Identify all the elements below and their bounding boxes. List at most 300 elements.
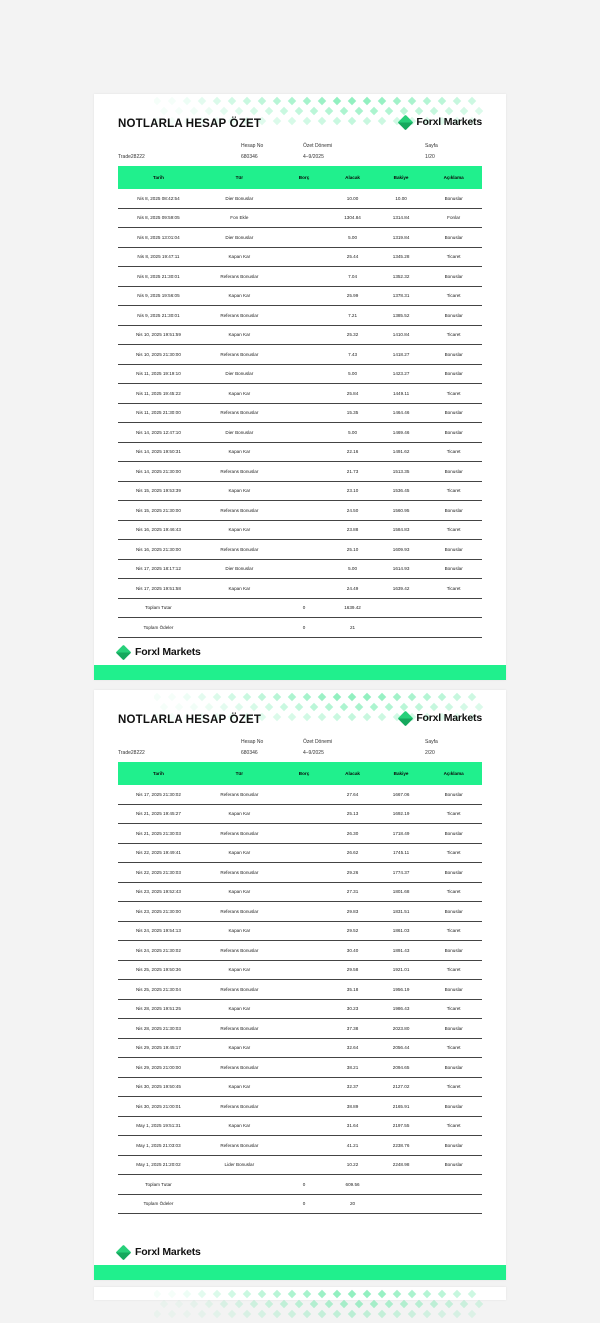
decorative-dot xyxy=(213,1290,221,1298)
decorative-dot xyxy=(154,1310,161,1318)
table-cell: Nis 8, 2025 08:42:54 xyxy=(118,189,199,208)
table-cell: Referans Bonuslar xyxy=(199,1058,280,1078)
decorative-dot xyxy=(393,1290,401,1298)
table-cell: 7.21 xyxy=(328,306,377,326)
table-cell: Ticaret xyxy=(425,921,482,941)
table-cell: Bonuslar xyxy=(425,902,482,922)
table-cell: 1319.84 xyxy=(377,228,426,248)
table-cell: 1423.27 xyxy=(377,364,426,384)
totals-row xyxy=(118,1175,482,1195)
totals-cell xyxy=(377,618,426,638)
table-row xyxy=(118,1097,482,1117)
table-cell: 10.22 xyxy=(328,1155,377,1175)
table-cell: 1774.37 xyxy=(377,863,426,883)
table-cell: Kapan Kar xyxy=(199,1038,280,1058)
table-row xyxy=(118,843,482,863)
table-cell: Kapan Kar xyxy=(199,286,280,306)
decorative-dot xyxy=(415,1300,423,1308)
column-header: Borç xyxy=(280,166,329,189)
table-cell: 25.44 xyxy=(328,247,377,267)
table-row xyxy=(118,902,482,922)
table-cell: 1536.45 xyxy=(377,481,426,501)
decorative-dot xyxy=(325,1300,333,1308)
table-cell: Bonuslar xyxy=(425,462,482,482)
decorative-dot xyxy=(333,97,341,105)
page-number: 2/20 xyxy=(425,750,435,756)
table-cell: Bonuslar xyxy=(425,1155,482,1175)
table-cell: Referans Bonuslar xyxy=(199,941,280,961)
table-row xyxy=(118,863,482,883)
table-cell xyxy=(280,863,329,883)
decorative-dot xyxy=(438,97,446,105)
decorative-dot xyxy=(243,1310,251,1318)
table-cell: Ticaret xyxy=(425,286,482,306)
decorative-dot xyxy=(385,1300,393,1308)
table-cell: Bonuslar xyxy=(425,1019,482,1039)
table-row xyxy=(118,1155,482,1175)
decorative-dot xyxy=(370,1300,378,1308)
table-cell xyxy=(280,804,329,824)
table-cell: 1801.68 xyxy=(377,882,426,902)
footer-logo xyxy=(118,1246,201,1258)
table-cell: Ticaret xyxy=(425,1116,482,1136)
decorative-dot xyxy=(370,107,378,115)
table-row xyxy=(118,481,482,501)
table-cell: Ticaret xyxy=(425,1038,482,1058)
table-cell: Referans Bonuslar xyxy=(199,403,280,423)
decorative-dot xyxy=(183,1290,191,1298)
table-cell: 1986.43 xyxy=(377,999,426,1019)
table-cell: Kapan Kar xyxy=(199,1077,280,1097)
table-cell: 2094.65 xyxy=(377,1058,426,1078)
footer-bar xyxy=(94,1265,506,1280)
table-header-row xyxy=(118,166,482,189)
decorative-dot xyxy=(318,117,326,125)
table-cell: Referans Bonuslar xyxy=(199,540,280,560)
table-cell xyxy=(280,462,329,482)
diamond-logo-icon xyxy=(398,710,414,726)
table-cell: Kapan Kar xyxy=(199,804,280,824)
decorative-dot xyxy=(303,713,311,721)
table-cell: Ticaret xyxy=(425,247,482,267)
table-cell: Referans Bonuslar xyxy=(199,863,280,883)
decorative-dot xyxy=(258,1290,266,1298)
decorative-dot xyxy=(408,1310,416,1318)
table-cell xyxy=(280,520,329,540)
decorative-dot xyxy=(348,117,356,125)
totals-cell xyxy=(425,598,482,618)
period-label: Özet Dönemi xyxy=(303,143,333,149)
decorative-dot xyxy=(378,1310,386,1318)
table-cell: 7.43 xyxy=(328,345,377,365)
totals-cell: 0 xyxy=(280,618,329,638)
table-cell: 1491.62 xyxy=(377,442,426,462)
table-cell: 29.52 xyxy=(328,921,377,941)
decorative-dot xyxy=(325,107,333,115)
decorative-dot xyxy=(168,693,176,701)
decorative-dot xyxy=(430,107,438,115)
decorative-dot xyxy=(273,713,281,721)
table-row xyxy=(118,1058,482,1078)
table-cell xyxy=(280,481,329,501)
table-cell: Kapan Kar xyxy=(199,481,280,501)
table-cell: 38.21 xyxy=(328,1058,377,1078)
decorative-dot xyxy=(408,97,416,105)
table-cell: Nis 16, 2025 21:30:00 xyxy=(118,540,199,560)
decorative-dot xyxy=(190,107,198,115)
table-cell: Fon Ekle xyxy=(199,208,280,228)
page-title: NOTLARLA HESAP ÖZET xyxy=(118,118,262,130)
table-cell: Nis 25, 2025 19:50:36 xyxy=(118,960,199,980)
diamond-logo-icon xyxy=(116,1244,132,1260)
column-header: Bakiye xyxy=(377,762,426,785)
page-label: Sayfa xyxy=(425,739,438,745)
table-cell: 1410.84 xyxy=(377,325,426,345)
table-cell: Nis 17, 2025 18:17:12 xyxy=(118,559,199,579)
decorative-dot xyxy=(370,703,378,711)
table-cell: Nis 30, 2025 21:00:01 xyxy=(118,1097,199,1117)
table-cell: May 1, 2025 21:20:02 xyxy=(118,1155,199,1175)
table-cell: Bonuslar xyxy=(425,1097,482,1117)
table-cell: Ticaret xyxy=(425,999,482,1019)
table-cell: 1745.11 xyxy=(377,843,426,863)
decorative-dot xyxy=(273,1290,281,1298)
table-cell: 1352.32 xyxy=(377,267,426,287)
period-value: 4–9/2025 xyxy=(303,154,324,160)
table-cell: 2248.98 xyxy=(377,1155,426,1175)
table-cell: 1449.11 xyxy=(377,384,426,404)
decorative-dot xyxy=(228,693,236,701)
decorative-dot xyxy=(205,107,213,115)
decorative-dot xyxy=(213,97,221,105)
table-cell: 1718.49 xyxy=(377,824,426,844)
table-row xyxy=(118,882,482,902)
totals-cell xyxy=(425,618,482,638)
totals-cell: 0 xyxy=(280,1175,329,1195)
decorative-dot xyxy=(243,1290,251,1298)
decorative-dot xyxy=(363,117,371,125)
totals-cell: 0 xyxy=(280,1194,329,1214)
decorative-dot xyxy=(393,1310,401,1318)
decorative-dot xyxy=(363,97,371,105)
decorative-dot xyxy=(198,693,206,701)
table-cell xyxy=(280,921,329,941)
table-cell: 1921.01 xyxy=(377,960,426,980)
decorative-dot xyxy=(250,1300,258,1308)
decorative-dot xyxy=(288,117,296,125)
decorative-dot xyxy=(258,1310,266,1318)
table-cell: Nis 16, 2025 19:46:43 xyxy=(118,520,199,540)
decorative-dot xyxy=(333,1310,341,1318)
decorative-dot xyxy=(348,713,356,721)
table-cell: Bonuslar xyxy=(425,980,482,1000)
table-cell: 2165.91 xyxy=(377,1097,426,1117)
table-cell: Nis 10, 2025 19:51:59 xyxy=(118,325,199,345)
page-title: NOTLARLA HESAP ÖZET xyxy=(118,714,262,726)
column-header: Açıklama xyxy=(425,166,482,189)
table-cell: 15.35 xyxy=(328,403,377,423)
decorative-dot xyxy=(220,107,228,115)
table-cell: Referans Bonuslar xyxy=(199,306,280,326)
table-cell xyxy=(280,228,329,248)
table-cell: 26.62 xyxy=(328,843,377,863)
table-cell xyxy=(280,999,329,1019)
table-cell: Bonuslar xyxy=(425,423,482,443)
decorative-dot xyxy=(333,693,341,701)
brand-name: Forxl Markets xyxy=(416,712,482,724)
table-cell: Kapan Kar xyxy=(199,921,280,941)
table-cell: Nis 21, 2025 21:30:03 xyxy=(118,824,199,844)
table-row xyxy=(118,208,482,228)
table-cell: 1418.27 xyxy=(377,345,426,365)
table-cell: 5.00 xyxy=(328,559,377,579)
brand-logo xyxy=(400,116,482,128)
table-cell: Nis 22, 2025 19:49:41 xyxy=(118,843,199,863)
table-cell: Referans Bonuslar xyxy=(199,1097,280,1117)
table-cell: 25.99 xyxy=(328,286,377,306)
decorative-dot xyxy=(400,703,408,711)
page-label: Sayfa xyxy=(425,143,438,149)
table-row xyxy=(118,403,482,423)
table-cell: 35.18 xyxy=(328,980,377,1000)
decorative-dot xyxy=(235,107,243,115)
decorative-dot xyxy=(280,703,288,711)
decorative-dot xyxy=(385,107,393,115)
decorative-dot xyxy=(303,97,311,105)
table-cell: Nis 8, 2025 09:59:05 xyxy=(118,208,199,228)
table-row xyxy=(118,520,482,540)
diamond-logo-icon xyxy=(398,114,414,130)
totals-cell: Toplam Ödeler xyxy=(118,618,199,638)
table-cell: 23.10 xyxy=(328,481,377,501)
decorative-dot xyxy=(310,1300,318,1308)
table-cell: 1378.31 xyxy=(377,286,426,306)
table-cell xyxy=(280,442,329,462)
table-cell: Nis 17, 2025 21:30:02 xyxy=(118,785,199,804)
column-header: Tür xyxy=(199,762,280,785)
table-cell xyxy=(280,286,329,306)
decorative-dot xyxy=(243,693,251,701)
table-cell xyxy=(280,364,329,384)
table-cell: Kapan Kar xyxy=(199,520,280,540)
decorative-dot xyxy=(318,1290,326,1298)
decorative-dot xyxy=(460,1300,468,1308)
table-cell: Nis 30, 2025 19:50:45 xyxy=(118,1077,199,1097)
table-cell: Bonuslar xyxy=(425,228,482,248)
decorative-dot xyxy=(205,703,213,711)
decorative-dot xyxy=(228,1290,236,1298)
table-cell: Kapan Kar xyxy=(199,579,280,599)
table-row xyxy=(118,921,482,941)
table-cell: Kapan Kar xyxy=(199,882,280,902)
table-cell: 27.64 xyxy=(328,785,377,804)
statement-page-1 xyxy=(94,94,506,680)
decorative-dot xyxy=(453,693,461,701)
table-cell: 30.40 xyxy=(328,941,377,961)
decorative-dot xyxy=(168,1290,176,1298)
decorative-dot xyxy=(213,1310,221,1318)
totals-row xyxy=(118,598,482,618)
decorative-dot xyxy=(198,1290,206,1298)
table-cell: 5.00 xyxy=(328,228,377,248)
table-cell: Nis 8, 2025 19:47:11 xyxy=(118,247,199,267)
column-header: Tarih xyxy=(118,762,199,785)
account-value: 680346 xyxy=(241,154,258,160)
table-cell: Bonuslar xyxy=(425,824,482,844)
table-cell xyxy=(280,941,329,961)
table-cell: Kapan Kar xyxy=(199,1116,280,1136)
table-cell: 31.64 xyxy=(328,1116,377,1136)
table-cell xyxy=(280,785,329,804)
table-cell: 1609.93 xyxy=(377,540,426,560)
decorative-dot xyxy=(445,1300,453,1308)
decorative-dot xyxy=(303,1290,311,1298)
user-id: Trade28222 xyxy=(118,750,145,756)
decorative-dot xyxy=(460,703,468,711)
table-row xyxy=(118,1136,482,1156)
table-cell: 2023.80 xyxy=(377,1019,426,1039)
table-cell: 32.64 xyxy=(328,1038,377,1058)
table-cell: 32.37 xyxy=(328,1077,377,1097)
table-cell: Kapan Kar xyxy=(199,843,280,863)
decorative-dot xyxy=(160,703,168,711)
table-cell: Nis 24, 2025 19:54:13 xyxy=(118,921,199,941)
table-cell: Nis 10, 2025 21:30:00 xyxy=(118,345,199,365)
table-cell: 1314.84 xyxy=(377,208,426,228)
table-row xyxy=(118,1038,482,1058)
table-cell: Ticaret xyxy=(425,325,482,345)
table-row xyxy=(118,785,482,804)
table-cell: Kapan Kar xyxy=(199,384,280,404)
table-cell xyxy=(280,540,329,560)
decorative-dot xyxy=(355,107,363,115)
table-row xyxy=(118,960,482,980)
table-row xyxy=(118,286,482,306)
table-cell: Bonuslar xyxy=(425,1136,482,1156)
table-cell: 25.84 xyxy=(328,384,377,404)
table-row xyxy=(118,345,482,365)
decorative-dot xyxy=(280,1300,288,1308)
table-cell: Ticaret xyxy=(425,520,482,540)
table-cell: Nis 11, 2025 19:19:10 xyxy=(118,364,199,384)
table-row xyxy=(118,364,482,384)
table-cell: 1345.28 xyxy=(377,247,426,267)
decorative-dot xyxy=(243,97,251,105)
decorative-dot xyxy=(310,107,318,115)
table-cell xyxy=(280,824,329,844)
decorative-dot xyxy=(400,107,408,115)
decorative-dot xyxy=(378,693,386,701)
decorative-dot xyxy=(190,703,198,711)
table-cell xyxy=(280,306,329,326)
table-row xyxy=(118,247,482,267)
table-cell: Nis 15, 2025 19:53:39 xyxy=(118,481,199,501)
table-row xyxy=(118,306,482,326)
table-row xyxy=(118,804,482,824)
decorative-dot xyxy=(280,107,288,115)
totals-cell xyxy=(377,598,426,618)
decorative-dot xyxy=(363,1290,371,1298)
table-cell: Referans Bonuslar xyxy=(199,785,280,804)
table-cell: Bonuslar xyxy=(425,189,482,208)
table-cell xyxy=(280,189,329,208)
decorative-dot xyxy=(273,1310,281,1318)
table-cell: 37.38 xyxy=(328,1019,377,1039)
brand-logo xyxy=(400,712,482,724)
table-row xyxy=(118,1116,482,1136)
decorative-dot xyxy=(160,107,168,115)
decorative-dot xyxy=(303,117,311,125)
table-cell: 25.32 xyxy=(328,325,377,345)
table-cell: Dier Bonuslar xyxy=(199,423,280,443)
table-cell: 2056.44 xyxy=(377,1038,426,1058)
decorative-dot xyxy=(453,1310,461,1318)
table-cell xyxy=(280,423,329,443)
table-cell: Nis 24, 2025 21:30:02 xyxy=(118,941,199,961)
totals-row xyxy=(118,1194,482,1214)
table-cell: 1891.43 xyxy=(377,941,426,961)
decorative-dot xyxy=(363,693,371,701)
table-cell xyxy=(280,1136,329,1156)
totals-cell: 609.56 xyxy=(328,1175,377,1195)
table-cell: Bonuslar xyxy=(425,785,482,804)
decorative-dot xyxy=(318,97,326,105)
table-cell xyxy=(280,1116,329,1136)
decorative-dots xyxy=(154,1289,484,1323)
table-cell: Nis 11, 2025 19:45:22 xyxy=(118,384,199,404)
table-cell: Referans Bonuslar xyxy=(199,902,280,922)
decorative-dot xyxy=(318,693,326,701)
table-row xyxy=(118,423,482,443)
table-row xyxy=(118,462,482,482)
decorative-dot xyxy=(415,107,423,115)
table-cell: Nis 9, 2025 19:56:05 xyxy=(118,286,199,306)
table-cell: 1861.03 xyxy=(377,921,426,941)
table-row xyxy=(118,501,482,521)
table-cell: 23.88 xyxy=(328,520,377,540)
table-cell: Nis 23, 2025 19:52:43 xyxy=(118,882,199,902)
decorative-dot xyxy=(430,703,438,711)
totals-cell: Toplam Tutar xyxy=(118,1175,199,1195)
decorative-dot xyxy=(378,1290,386,1298)
table-cell: 1956.19 xyxy=(377,980,426,1000)
decorative-dot xyxy=(160,1300,168,1308)
totals-cell xyxy=(199,1194,280,1214)
table-cell: Kapan Kar xyxy=(199,999,280,1019)
totals-row xyxy=(118,618,482,638)
decorative-dot xyxy=(273,117,281,125)
table-cell: May 1, 2025 21:03:03 xyxy=(118,1136,199,1156)
table-cell: Bonuslar xyxy=(425,403,482,423)
table-cell: Bonuslar xyxy=(425,364,482,384)
table-cell: Ticaret xyxy=(425,882,482,902)
decorative-dot xyxy=(183,97,191,105)
table-row xyxy=(118,1077,482,1097)
decorative-dot xyxy=(475,1300,483,1308)
table-row xyxy=(118,559,482,579)
table-cell: Bonuslar xyxy=(425,559,482,579)
table-cell xyxy=(280,403,329,423)
decorative-dot xyxy=(303,693,311,701)
table-cell xyxy=(280,501,329,521)
table-cell: Ticaret xyxy=(425,442,482,462)
table-cell: Ticaret xyxy=(425,1077,482,1097)
decorative-dot xyxy=(295,1300,303,1308)
decorative-dot xyxy=(258,693,266,701)
decorative-dot xyxy=(423,693,431,701)
table-row xyxy=(118,189,482,208)
table-cell: 25.10 xyxy=(328,540,377,560)
